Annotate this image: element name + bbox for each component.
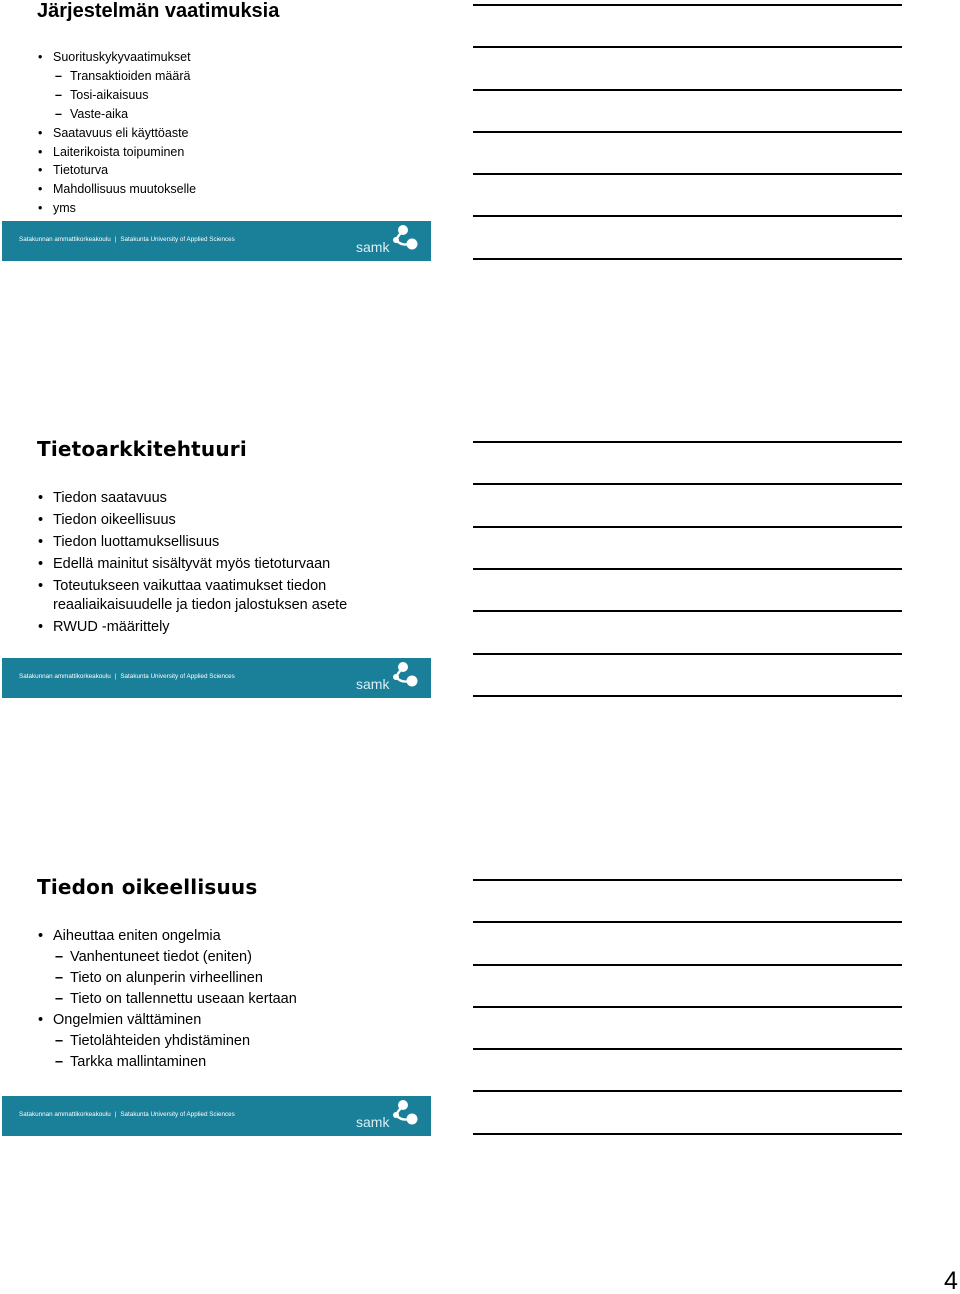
note-line (473, 610, 902, 612)
samk-logo-text: samk (356, 1114, 390, 1130)
note-line (473, 258, 902, 260)
note-line (473, 1090, 902, 1092)
note-line (473, 568, 902, 570)
list-item: • Laiterikoista toipuminen (38, 143, 196, 162)
list-item: • Tietoturva (38, 161, 196, 180)
note-line (473, 695, 902, 697)
footer-school-en: Satakunta University of Applied Sciences (120, 1111, 235, 1118)
note-line (473, 4, 902, 6)
bullet-list (38, 489, 347, 640)
note-line (473, 653, 902, 655)
footer-separator: | (114, 236, 117, 243)
footer-bar (2, 658, 431, 698)
note-line (473, 1133, 902, 1135)
footer-school-fi: Satakunnan ammattikorkeakoulu (19, 673, 111, 680)
footer-bar (2, 221, 431, 261)
list-item: • Suorituskykyvaatimukset (38, 48, 196, 67)
samk-logo-text: samk (356, 676, 390, 692)
list-item: – Tarkka mallintaminen (38, 1053, 297, 1071)
footer-school-en: Satakunta University of Applied Sciences (120, 673, 235, 680)
footer-separator: | (114, 1111, 117, 1118)
list-item: • Aiheuttaa eniten ongelmia (38, 927, 297, 945)
note-line (473, 173, 902, 175)
list-item: – Tieto on tallennettu useaan kertaan (38, 990, 297, 1008)
note-line (473, 441, 902, 443)
list-item: • Tiedon luottamuksellisuus (38, 533, 347, 552)
footer-bar (2, 1096, 431, 1136)
slide-title: Järjestelmän vaatimuksia (37, 0, 280, 22)
footer-school-en: Satakunta University of Applied Sciences (120, 236, 235, 243)
note-line (473, 89, 902, 91)
note-line (473, 131, 902, 133)
footer-school-fi: Satakunnan ammattikorkeakoulu (19, 1111, 111, 1118)
footer-text (19, 1111, 235, 1118)
note-line (473, 1048, 902, 1050)
footer-text (19, 673, 235, 680)
samk-logo-dots-icon (392, 224, 420, 254)
slide-title: Tiedon oikeellisuus (37, 875, 258, 899)
list-item: – Tieto on alunperin virheellinen (38, 969, 297, 987)
list-item: – Tietolähteiden yhdistäminen (38, 1032, 297, 1050)
list-item: • Mahdollisuus muutokselle (38, 180, 196, 199)
samk-logo-text: samk (356, 239, 390, 255)
footer-school-fi: Satakunnan ammattikorkeakoulu (19, 236, 111, 243)
list-item: • Saatavuus eli käyttöaste (38, 124, 196, 143)
list-item: – Tosi-aikaisuus (38, 86, 196, 105)
note-line (473, 46, 902, 48)
list-item: • yms (38, 199, 196, 218)
list-item: • Tiedon oikeellisuus (38, 511, 347, 530)
note-line (473, 526, 902, 528)
footer-text (19, 236, 235, 243)
note-line (473, 483, 902, 485)
list-item: • Ongelmien välttäminen (38, 1011, 297, 1029)
footer-separator: | (114, 673, 117, 680)
slide-title: Tietoarkkitehtuuri (37, 437, 247, 461)
note-line (473, 964, 902, 966)
samk-logo-dots-icon (392, 1099, 420, 1129)
bullet-list (38, 48, 196, 218)
bullet-list (38, 927, 297, 1074)
list-item: • Tiedon saatavuus (38, 489, 347, 508)
note-line (473, 879, 902, 881)
page-number: 4 (944, 1267, 958, 1294)
list-item: • Toteutukseen vaikuttaa vaatimukset tiedon reaaliaikaisuudelle ja tiedon jalostuksen asete (38, 577, 347, 614)
list-item: – Transaktioiden määrä (38, 67, 196, 86)
note-line (473, 921, 902, 923)
note-line (473, 1006, 902, 1008)
samk-logo-dots-icon (392, 661, 420, 691)
note-line (473, 215, 902, 217)
list-item: – Vanhentuneet tiedot (eniten) (38, 948, 297, 966)
list-item: • Edellä mainitut sisältyvät myös tietoturvaan (38, 555, 347, 574)
list-item: • RWUD -määrittely (38, 618, 347, 637)
list-item: – Vaste-aika (38, 105, 196, 124)
